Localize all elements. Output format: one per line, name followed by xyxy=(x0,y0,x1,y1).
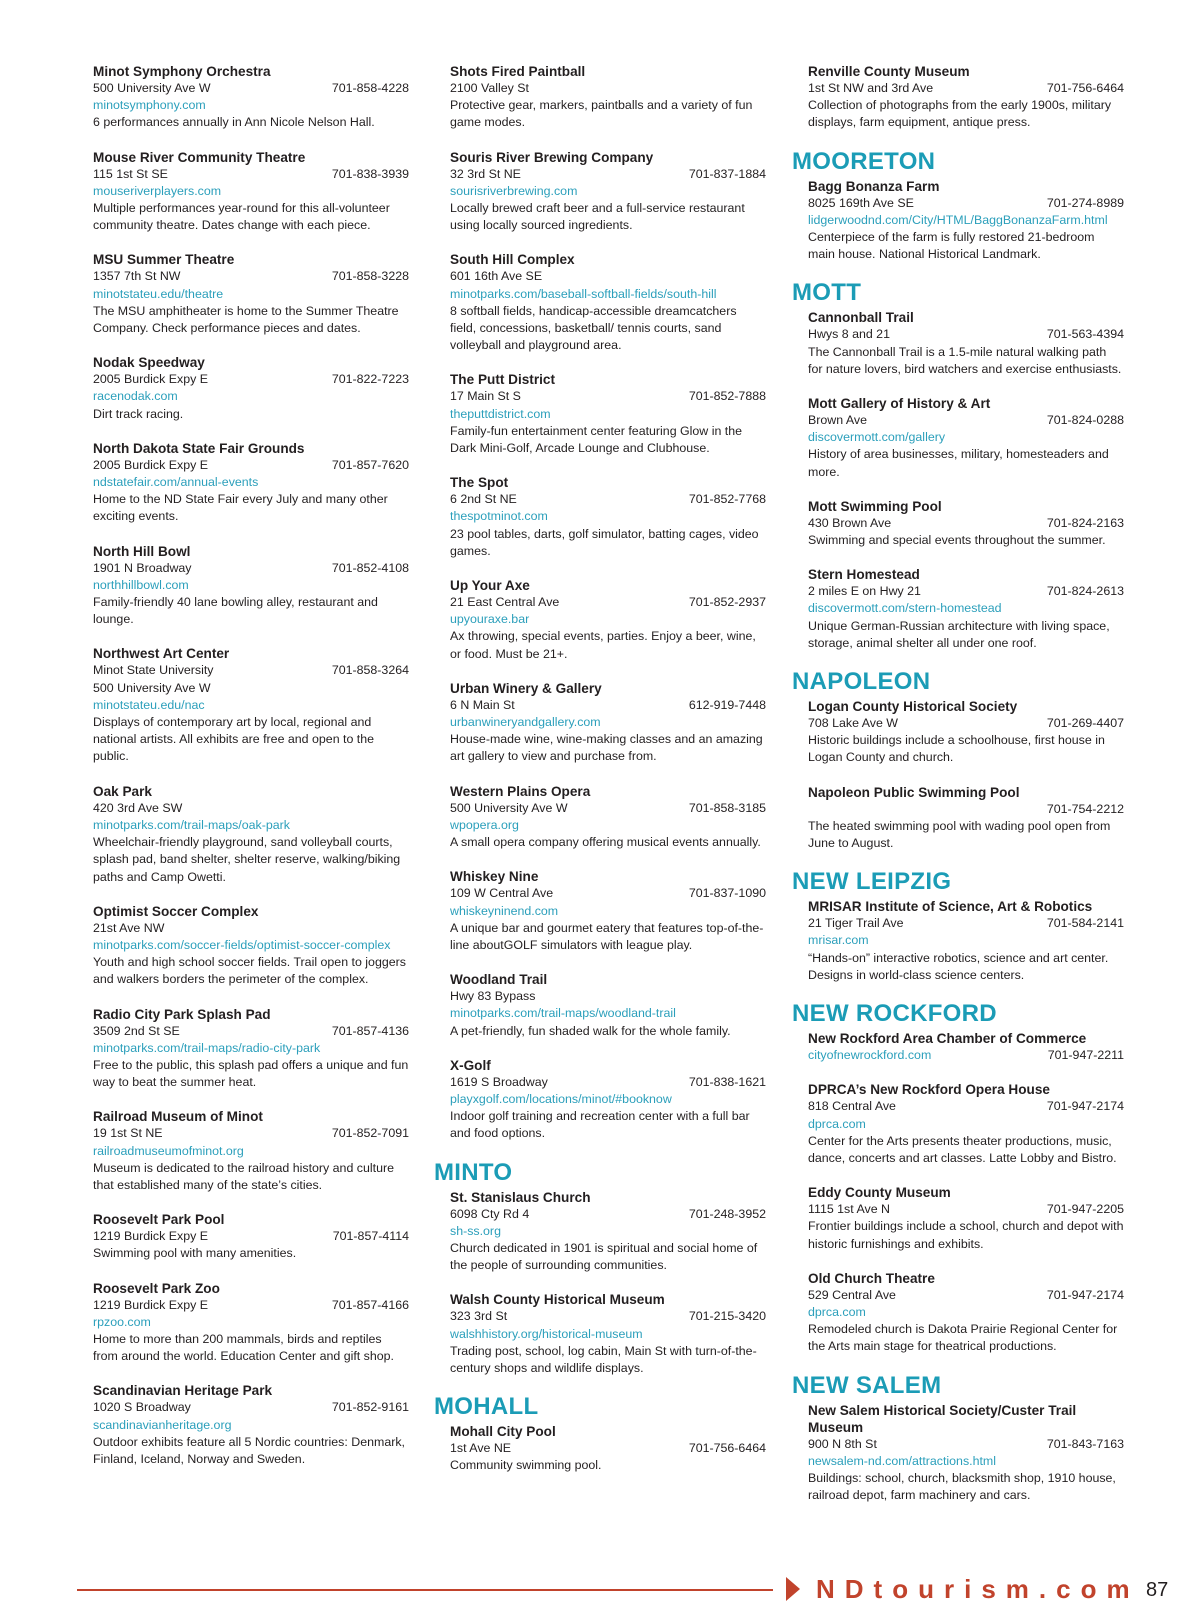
listing-phone: 701-947-2174 xyxy=(1046,1287,1124,1302)
listing-name: St. Stanislaus Church xyxy=(450,1189,591,1205)
listing-description: Protective gear, markers, paintballs and a variety of fun game modes. xyxy=(450,98,753,130)
listing-name: Napoleon Public Swimming Pool xyxy=(808,784,1020,800)
listing-address: 32 3rd St NE xyxy=(450,166,521,181)
listing-address: 900 N 8th St xyxy=(808,1436,877,1451)
listing-name: Stern Homestead xyxy=(808,567,920,583)
listing-description: The Cannonball Trail is a 1.5-mile natural walking path for nature lovers, bird watchers and exercise enthusiasts. xyxy=(808,344,1122,376)
listing-oak-park xyxy=(93,783,409,886)
listing-url[interactable]: thespotminot.com xyxy=(450,509,548,524)
footer-site-link[interactable]: NDtourism.com xyxy=(816,1574,1140,1604)
listing-name: Scandinavian Heritage Park xyxy=(93,1383,273,1399)
listing-up-your-axe xyxy=(450,577,766,663)
listing-optimist-soccer-complex xyxy=(93,903,409,989)
listing-address-row xyxy=(450,166,766,183)
listing-address: 1357 7th St NW xyxy=(93,269,181,284)
listing-url[interactable]: minotstateu.edu/nac xyxy=(93,697,205,712)
listing-description: Swimming pool with many amenities. xyxy=(93,1246,297,1261)
listing-address: 2 miles E on Hwy 21 xyxy=(808,584,921,599)
listing-address: 529 Central Ave xyxy=(808,1287,896,1302)
listing-the-spot xyxy=(450,474,766,560)
listing-phone: 701-857-4136 xyxy=(331,1023,409,1038)
listing-name: Eddy County Museum xyxy=(808,1185,951,1201)
listing-name: Up Your Axe xyxy=(450,578,530,594)
listing-mott-swimming-pool xyxy=(808,498,1124,549)
listing-name: Urban Winery & Gallery xyxy=(450,680,602,696)
listing-address: 109 W Central Ave xyxy=(450,886,554,901)
listing-description: Center for the Arts presents theater productions, music, dance, concerts and art classes. Latte Lobby and Bistro. xyxy=(808,1133,1117,1165)
listing-phone: 701-858-4228 xyxy=(331,81,409,95)
listing-address xyxy=(808,801,1047,818)
listing-address: 1219 Burdick Expy E xyxy=(93,1297,209,1312)
listing-description: “Hands-on” interactive robotics, science and art center. Designs in world-class science centers. xyxy=(808,950,1109,982)
listing-url[interactable]: minotparks.com/trail-maps/woodland-trail xyxy=(450,1006,676,1021)
listing-address-row xyxy=(93,920,409,937)
listing-woodland-trail xyxy=(450,971,766,1040)
listing-address: 1115 1st Ave N xyxy=(808,1202,890,1217)
listing-name: The Putt District xyxy=(450,372,555,388)
listing-phone: 701-215-3420 xyxy=(688,1309,766,1324)
listing-address: 818 Central Ave xyxy=(808,1099,896,1114)
listing-address-row xyxy=(93,1297,409,1314)
listing-description: Centerpiece of the farm is fully restored 21-bedroom main house. National Historical Landmark. xyxy=(808,230,1095,262)
listing-url[interactable]: minotparks.com/trail-maps/radio-city-park xyxy=(93,1040,321,1055)
listing-address-row xyxy=(93,560,409,577)
listing-name: Bagg Bonanza Farm xyxy=(808,178,940,194)
listing-description: 23 pool tables, darts, golf simulator, batting cages, video games. xyxy=(450,526,759,558)
listing-x-golf xyxy=(450,1057,766,1143)
listing-phone: 701-857-7620 xyxy=(331,457,409,472)
listing-url[interactable]: upyouraxe.bar xyxy=(450,612,530,627)
listing-description: Outdoor exhibits feature all 5 Nordic countries: Denmark, Finland, Iceland, Norway and Sweden. xyxy=(93,1434,405,1466)
listing-phone: 701-824-2163 xyxy=(1046,515,1124,530)
listing-url[interactable]: wpopera.org xyxy=(450,817,519,832)
listing-address-row xyxy=(450,800,766,817)
listing-name: Optimist Soccer Complex xyxy=(93,903,259,919)
listing-north-hill-bowl xyxy=(93,543,409,629)
listing-logan-county-historical-society xyxy=(808,698,1124,767)
listing-name: Minot Symphony Orchestra xyxy=(93,64,271,79)
listing-url[interactable]: discovermott.com/gallery xyxy=(808,430,946,445)
listing-address-row xyxy=(450,594,766,611)
listing-name: Renville County Museum xyxy=(808,64,970,79)
listing-url[interactable]: dprca.com xyxy=(808,1116,866,1131)
listing-address-row xyxy=(450,885,766,902)
listing-northwest-art-center xyxy=(93,645,409,765)
listing-phone: 701-837-1884 xyxy=(688,166,766,181)
listing-address-row xyxy=(450,1206,766,1223)
listing-url[interactable]: newsalem-nd.com/attractions.html xyxy=(808,1453,996,1468)
listing-address: 6098 Cty Rd 4 xyxy=(450,1206,530,1221)
listing-url[interactable]: racenodak.com xyxy=(93,389,178,404)
listing-name: X-Golf xyxy=(450,1057,491,1073)
listing-address-row xyxy=(93,268,409,285)
listing-address-row xyxy=(808,1098,1124,1115)
listing-description: Indoor golf training and recreation center with a full bar and food options. xyxy=(450,1109,750,1141)
listing-description: Community swimming pool. xyxy=(450,1458,602,1473)
town-heading-napoleon: NAPOLEON xyxy=(792,668,931,696)
listing-phone: 701-822-7223 xyxy=(331,372,409,387)
listing-phone: 701-274-8989 xyxy=(1046,195,1124,210)
listing-address-row xyxy=(808,915,1124,932)
listing-mott-gallery-of-history-art xyxy=(808,395,1124,481)
listing-address-row xyxy=(93,166,409,183)
listing-description: The heated swimming pool with wading pool open from June to August. xyxy=(808,818,1111,851)
listing-description: Ax throwing, special events, parties. Enjoy a beer, wine, or food. Must be 21+. xyxy=(450,629,756,661)
listing-name: Mouse River Community Theatre xyxy=(93,149,306,165)
listing-url[interactable]: minotsymphony.com xyxy=(93,98,206,113)
listing-phone: 701-838-1621 xyxy=(688,1074,766,1089)
footer-rule xyxy=(77,1589,773,1591)
listing-phone: 701-852-9161 xyxy=(331,1400,409,1415)
listing-address: 500 University Ave W xyxy=(450,800,568,815)
listing-address: 1619 S Broadway xyxy=(450,1074,548,1089)
listing-name: Cannonball Trail xyxy=(808,310,914,326)
listing-phone: 701-852-7888 xyxy=(688,389,766,404)
listing-description: Free to the public, this splash pad offers a unique and fun way to beat the summer heat. xyxy=(93,1057,409,1090)
town-heading-minto: MINTO xyxy=(434,1158,513,1186)
listing-description: Church dedicated in 1901 is spiritual and social home of the people of surrounding communities. xyxy=(450,1240,758,1273)
listing-mohall-city-pool xyxy=(450,1423,766,1474)
listing-phone: 701-756-6464 xyxy=(688,1441,766,1456)
listing-radio-city-park-splash-pad xyxy=(93,1006,409,1092)
listing-phone: 701-858-3185 xyxy=(688,800,766,815)
listing-address-row xyxy=(93,1023,409,1040)
listing-name: DPRCA’s New Rockford Opera House xyxy=(808,1082,1050,1098)
listing-address: 3509 2nd St SE xyxy=(93,1023,180,1038)
listing-roosevelt-park-pool xyxy=(93,1211,409,1262)
listing-address: 21 East Central Ave xyxy=(450,595,560,610)
listing-name: Railroad Museum of Minot xyxy=(93,1109,263,1125)
listing-name: Roosevelt Park Pool xyxy=(93,1212,225,1228)
listing-phone: 701-857-4166 xyxy=(331,1297,409,1312)
listing-phone: 701-563-4394 xyxy=(1046,327,1124,342)
listing-description: Swimming and special events throughout the summer. xyxy=(808,533,1106,548)
listing-name: Western Plains Opera xyxy=(450,783,591,799)
listing-description: Home to the ND State Fair every July and many other exciting events. xyxy=(93,492,388,524)
listing-nodak-speedway xyxy=(93,354,409,423)
listing-msu-summer-theatre xyxy=(93,251,409,337)
listing-address-row xyxy=(808,412,1124,429)
listing-the-putt-district xyxy=(450,371,766,457)
listing-address-row xyxy=(450,1440,766,1457)
listing-phone: 701-852-4108 xyxy=(331,560,409,575)
listing-url[interactable]: urbanwineryandgallery.com xyxy=(450,715,601,730)
listing-name: South Hill Complex xyxy=(450,252,575,268)
listing-address-row xyxy=(808,80,1124,97)
listing-address: 17 Main St S xyxy=(450,389,521,404)
listing-name: Woodland Trail xyxy=(450,972,548,988)
listing-name: Souris River Brewing Company xyxy=(450,149,654,165)
listing-address: 1st St NW and 3rd Ave xyxy=(808,81,934,95)
listing-address: 21st Ave NW xyxy=(93,920,165,935)
listing-phone: 701-947-2174 xyxy=(1046,1099,1124,1114)
town-heading-mooreton: MOORETON xyxy=(792,147,936,175)
listing-description: A small opera company offering musical events annually. xyxy=(450,835,761,850)
column-2 xyxy=(434,63,766,1492)
listing-description: Frontier buildings include a school, church and depot with historic furnishings and exhibits. xyxy=(808,1219,1124,1251)
listing-st-stanislaus-church xyxy=(450,1189,766,1275)
listing-description: Unique German-Russian architecture with living space, storage, animal shelter all under one roof. xyxy=(808,618,1110,650)
listing-url[interactable]: minotstateu.edu/theatre xyxy=(93,286,224,301)
listing-address: 2005 Burdick Expy E xyxy=(93,457,209,472)
listing-name: Whiskey Nine xyxy=(450,869,539,885)
listing-name: MRISAR Institute of Science, Art & Robotics xyxy=(808,899,1093,915)
listing-old-church-theatre xyxy=(808,1270,1124,1356)
listing-phone: 701-858-3228 xyxy=(331,269,409,284)
listing-url[interactable]: railroadmuseumofminot.org xyxy=(93,1143,244,1158)
listing-description: Dirt track racing. xyxy=(93,406,184,421)
listing-new-rockford-area-chamber-of-commerce xyxy=(808,1030,1124,1064)
town-heading-new-leipzig: NEW LEIPZIG xyxy=(792,868,952,896)
listing-url[interactable]: whiskeyninend.com xyxy=(450,903,559,918)
listing-roosevelt-park-zoo xyxy=(93,1280,409,1366)
listing-url-phone-row xyxy=(808,1047,1124,1064)
listing-description: Multiple performances year-round for this all-volunteer community theatre. Dates change with each piece. xyxy=(93,201,390,233)
listing-address-row xyxy=(450,1308,766,1325)
listing-minot-symphony-orchestra xyxy=(93,63,409,132)
listing-address-row xyxy=(450,268,766,285)
listing-name: Nodak Speedway xyxy=(93,355,205,371)
listing-phone: 701-852-2937 xyxy=(688,595,766,610)
listing-address-row xyxy=(93,662,409,679)
listing-mouse-river-community-theatre xyxy=(93,149,409,235)
listing-address-row xyxy=(93,1125,409,1142)
listing-url[interactable]: mrisar.com xyxy=(808,933,869,948)
listing-address: 6 2nd St NE xyxy=(450,492,517,507)
listing-url[interactable]: dprca.com xyxy=(808,1304,866,1319)
listing-address-row xyxy=(808,1287,1124,1304)
listing-address-row xyxy=(450,988,766,1005)
listing-description: Wheelchair-friendly playground, sand volleyball courts, splash pad, band shelter, shelter reserve, walking/biking paths and Camp Owetti. xyxy=(93,835,401,884)
listing-renville-county-museum xyxy=(808,63,1124,132)
listing-name: Walsh County Historical Museum xyxy=(450,1292,665,1308)
listing-address: 2100 Valley St xyxy=(450,81,529,95)
listing-url[interactable]: scandinavianheritage.org xyxy=(93,1417,232,1432)
listing-address: 1st Ave NE xyxy=(450,1441,512,1456)
listing-walsh-county-historical-museum xyxy=(450,1291,766,1377)
listing-name: Northwest Art Center xyxy=(93,646,230,662)
listing-address-row xyxy=(808,715,1124,732)
listing-description: House-made wine, wine-making classes and an amazing art gallery to view and purchase from. xyxy=(450,732,763,764)
listing-url[interactable]: lidgerwoodnd.com/City/HTML/BaggBonanzaFarm.html xyxy=(808,212,1108,227)
listing-name: Mott Gallery of History & Art xyxy=(808,396,991,412)
listing-phone: 701-837-1090 xyxy=(688,886,766,901)
listing-description: A unique bar and gourmet eatery that features top-of-the-line aboutGOLF simulators with league play. xyxy=(450,920,764,952)
listing-name: North Dakota State Fair Grounds xyxy=(93,440,305,456)
listing-napoleon-public-swimming-pool xyxy=(808,784,1124,853)
listing-name: The Spot xyxy=(450,475,509,491)
listing-phone: 701-947-2205 xyxy=(1046,1202,1124,1217)
listing-address: 420 3rd Ave SW xyxy=(93,800,183,815)
listing-phone: 701-852-7768 xyxy=(688,492,766,507)
listing-address: Hwys 8 and 21 xyxy=(808,327,890,342)
listing-address: Hwy 83 Bypass xyxy=(450,989,536,1004)
column-3 xyxy=(792,63,1124,1521)
listing-address-row xyxy=(808,583,1124,600)
listing-phone: 701-947-2211 xyxy=(1047,1048,1124,1063)
listing-name: Radio City Park Splash Pad xyxy=(93,1006,271,1022)
listing-address: 19 1st St NE xyxy=(93,1126,163,1141)
listing-description: Displays of contemporary art by local, regional and national artists. All exhibits are free and open to the public. xyxy=(93,715,375,764)
listing-western-plains-opera xyxy=(450,783,766,852)
listing-url[interactable]: minotparks.com/baseball-softball-fields/south-hill xyxy=(450,286,717,301)
listing-url[interactable]: mouseriverplayers.com xyxy=(93,183,222,198)
listing-urban-winery-gallery xyxy=(450,680,766,766)
listing-phone: 701-824-0288 xyxy=(1046,413,1124,428)
listing-phone: 701-852-7091 xyxy=(331,1126,409,1141)
listing-description: Trading post, school, log cabin, Main St with turn-of-the-century shops and wildlife displays. xyxy=(450,1343,757,1375)
listing-mrisar-institute-of-science-art-robotics xyxy=(808,898,1124,984)
listing-address-row xyxy=(450,388,766,405)
listing-description: History of area businesses, military, homesteaders and more. xyxy=(808,447,1109,479)
listing-new-salem-historical-society-custer-trail-museum xyxy=(808,1402,1124,1505)
listing-address-row xyxy=(93,1228,409,1245)
listing-address-row xyxy=(808,801,1124,818)
listing-name: New Rockford Area Chamber of Commerce xyxy=(808,1031,1087,1047)
listing-url[interactable]: playxgolf.com/locations/minot/#booknow xyxy=(450,1091,672,1106)
listing-url[interactable]: theputtdistrict.com xyxy=(450,406,551,421)
town-heading-mohall: MOHALL xyxy=(434,1393,539,1421)
listing-address: 8025 169th Ave SE xyxy=(808,195,914,210)
listing-address: 708 Lake Ave W xyxy=(808,716,899,731)
listing-phone: 701-754-2212 xyxy=(1046,801,1124,816)
listing-description: Buildings: school, church, blacksmith shop, 1910 house, railroad depot, farm machinery and cars. xyxy=(808,1470,1116,1503)
listing-north-dakota-state-fair-grounds xyxy=(93,440,409,526)
listing-address-row xyxy=(808,1436,1124,1453)
listing-address-row xyxy=(808,1201,1124,1218)
listing-description: Collection of photographs from the early 1900s, military displays, farm equipment, antique press. xyxy=(808,98,1112,130)
listing-name: Mott Swimming Pool xyxy=(808,498,942,514)
column-1 xyxy=(93,63,409,1485)
footer-arrow-icon xyxy=(786,1577,800,1601)
listing-phone: 701-824-2613 xyxy=(1046,584,1124,599)
listing-url[interactable]: cityofnewrockford.com xyxy=(808,1048,932,1063)
listing-description: Locally brewed craft beer and a full-service restaurant using locally sourced ingredients. xyxy=(450,201,745,233)
listing-address-row xyxy=(450,80,766,97)
listing-eddy-county-museum xyxy=(808,1184,1124,1253)
listing-name: MSU Summer Theatre xyxy=(93,252,235,268)
listing-phone: 701-858-3264 xyxy=(331,663,409,678)
listing-name: Logan County Historical Society xyxy=(808,699,1018,715)
listing-address-row xyxy=(450,697,766,714)
listing-description: Historic buildings include a schoolhouse, first house in Logan County and church. xyxy=(808,733,1105,765)
listing-url[interactable]: sourisriverbrewing.com xyxy=(450,183,578,198)
listing-description: Museum is dedicated to the railroad history and culture that established many of the state’s cities. xyxy=(93,1160,394,1192)
listing-url[interactable]: minotparks.com/trail-maps/oak-park xyxy=(93,817,290,832)
listing-url[interactable]: ndstatefair.com/annual-events xyxy=(93,475,259,490)
page-number: 87 xyxy=(1146,1579,1169,1601)
listing-address: 323 3rd St xyxy=(450,1309,508,1324)
listing-souris-river-brewing-company xyxy=(450,149,766,235)
listing-address-row xyxy=(808,326,1124,343)
listing-phone: 612-919-7448 xyxy=(688,697,766,712)
listing-description: Family-fun entertainment center featuring Glow in the Dark Mini-Golf, Arcade Lounge and Clubhouse. xyxy=(450,423,743,456)
listing-description: 8 softball fields, handicap-accessible dreamcatchers field, concessions, basketball/ tennis courts, sand volleyball and playground area. xyxy=(450,303,737,353)
listing-description: Youth and high school soccer fields. Trail open to joggers and walkers borders the perimeter of the complex. xyxy=(93,955,406,987)
listing-address: 430 Brown Ave xyxy=(808,515,892,530)
listing-phone: 701-584-2141 xyxy=(1046,916,1124,931)
listing-description: Home to more than 200 mammals, birds and reptiles from around the world. Education Center and gift shop. xyxy=(93,1331,394,1364)
town-heading-new-rockford: NEW ROCKFORD xyxy=(792,1000,997,1028)
listing-phone: 701-269-4407 xyxy=(1046,716,1124,731)
listing-name: Roosevelt Park Zoo xyxy=(93,1280,220,1296)
listing-description: A pet-friendly, fun shaded walk for the whole family. xyxy=(450,1023,731,1038)
listing-south-hill-complex xyxy=(450,251,766,354)
listing-phone: 701-756-6464 xyxy=(1046,81,1124,95)
listing-url[interactable]: minotparks.com/soccer-fields/optimist-soccer-complex xyxy=(93,937,391,952)
listing-address: 21 Tiger Trail Ave xyxy=(808,916,904,931)
listing-address: 1901 N Broadway xyxy=(93,560,192,575)
listing-address: 6 N Main St xyxy=(450,697,515,712)
listing-address-row xyxy=(808,515,1124,532)
listing-description: Remodeled church is Dakota Prairie Regional Center for the Arts main stage for theatrical productions. xyxy=(808,1322,1118,1354)
listing-address: 500 University Ave W xyxy=(93,81,211,95)
listing-bagg-bonanza-farm xyxy=(808,178,1124,264)
listing-address-row xyxy=(93,371,409,388)
listing-name: New Salem Historical Society/Custer Trail Museum xyxy=(808,1402,1077,1435)
listing-stern-homestead xyxy=(808,566,1124,652)
listing-address: 2005 Burdick Expy E xyxy=(93,372,209,387)
listing-phone: 701-248-3952 xyxy=(688,1206,766,1221)
listing-url[interactable]: discovermott.com/stern-homestead xyxy=(808,601,1002,616)
listing-address-row xyxy=(450,491,766,508)
listing-address-row xyxy=(93,1399,409,1416)
listing-name: Shots Fired Paintball xyxy=(450,64,586,79)
listing-address: 1020 S Broadway xyxy=(93,1400,191,1415)
listing-phone: 701-843-7163 xyxy=(1046,1436,1124,1451)
listing-address: 115 1st St SE xyxy=(93,166,168,181)
listing-url[interactable]: northhillbowl.com xyxy=(93,577,189,592)
listing-scandinavian-heritage-park xyxy=(93,1382,409,1468)
listing-name: Old Church Theatre xyxy=(808,1270,935,1286)
listing-description: The MSU amphitheater is home to the Summer Theatre Company. Check performance pieces and dates. xyxy=(93,303,399,336)
listing-address: 601 16th Ave SE xyxy=(450,269,543,284)
listing-description: 6 performances annually in Ann Nicole Nelson Hall. xyxy=(93,115,375,130)
listing-address-row xyxy=(808,195,1124,212)
listing-url[interactable]: walshhistory.org/historical-museum xyxy=(450,1326,643,1341)
listing-phone: 701-838-3939 xyxy=(331,166,409,181)
listing-address: Brown Ave xyxy=(808,413,868,428)
listing-name: Oak Park xyxy=(93,783,152,799)
listing-name: North Hill Bowl xyxy=(93,543,191,559)
listing-shots-fired-paintball xyxy=(450,63,766,132)
listing-address-row xyxy=(450,1074,766,1091)
listing-name: Mohall City Pool xyxy=(450,1424,556,1440)
listing-address-line-2: 500 University Ave W xyxy=(93,680,211,695)
listing-railroad-museum-of-minot xyxy=(93,1108,409,1194)
listing-address: Minot State University xyxy=(93,663,214,678)
listing-address: 1219 Burdick Expy E xyxy=(93,1229,209,1244)
listing-url[interactable]: sh-ss.org xyxy=(450,1223,501,1238)
listing-address-row xyxy=(93,800,409,817)
listing-url[interactable]: rpzoo.com xyxy=(93,1314,151,1329)
listing-address-row xyxy=(93,80,409,97)
listing-address-row xyxy=(93,457,409,474)
listing-whiskey-nine xyxy=(450,868,766,954)
listing-phone: 701-857-4114 xyxy=(332,1229,409,1244)
listing-description: Family-friendly 40 lane bowling alley, restaurant and lounge. xyxy=(93,595,378,627)
town-heading-mott: MOTT xyxy=(792,279,862,307)
listing-cannonball-trail xyxy=(808,309,1124,378)
town-heading-new-salem: NEW SALEM xyxy=(792,1371,942,1399)
listing-dprca-s-new-rockford-opera-house xyxy=(808,1081,1124,1167)
